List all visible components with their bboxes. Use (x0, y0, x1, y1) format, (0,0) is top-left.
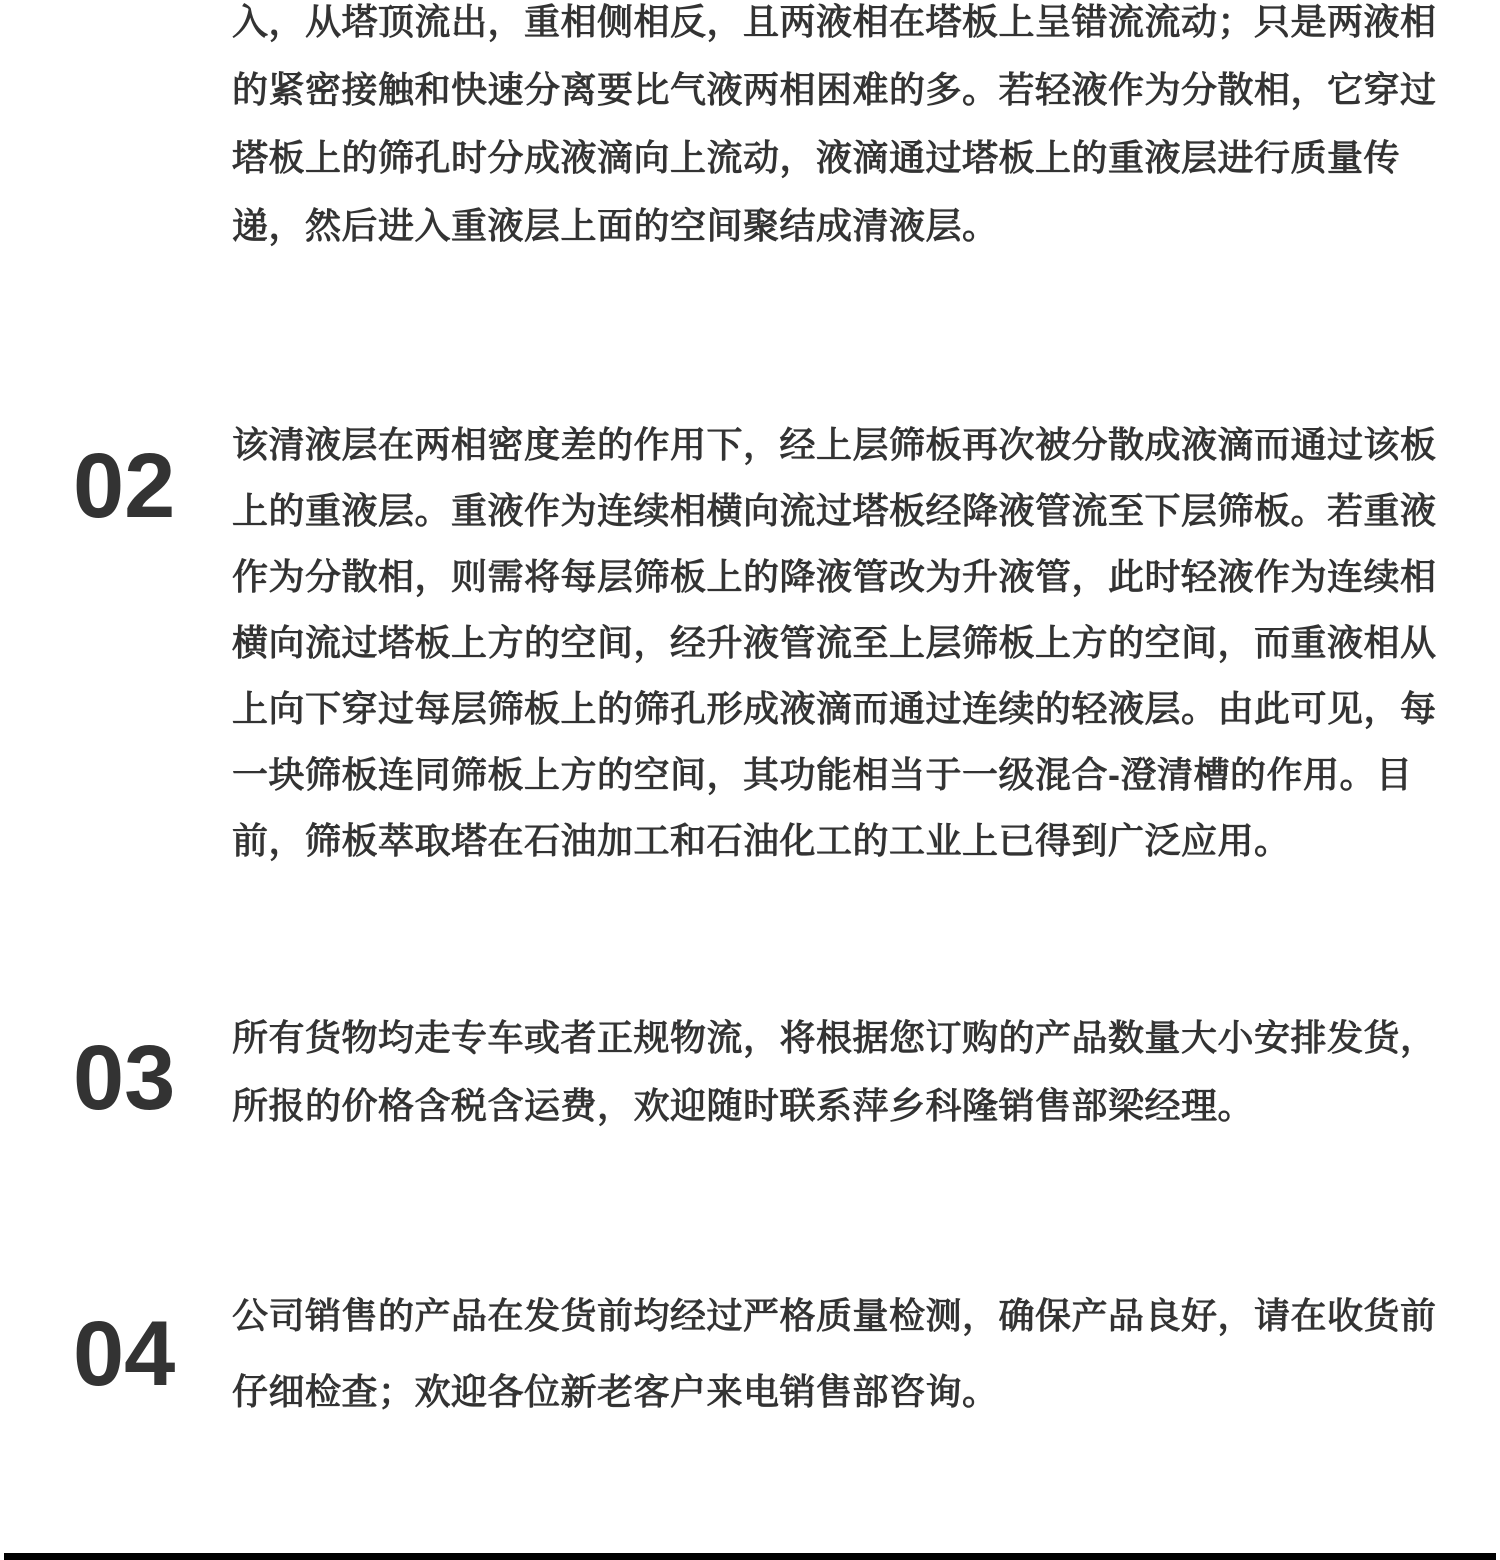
section-number: 04 (73, 1303, 176, 1405)
section-number: 02 (73, 435, 176, 537)
section-04 (0, 1278, 1500, 1430)
section-02 (0, 412, 1500, 874)
section-01-continuation (0, 0, 1500, 260)
section-03 (0, 1004, 1500, 1140)
section-number-column (0, 1278, 232, 1405)
bottom-divider (4, 1553, 1496, 1560)
section-paragraph: 所有货物均走专车或者正规物流，将根据您订购的产品数量大小安排发货，所报的价格含税含运费，欢迎随时联系萍乡科隆销售部梁经理。 (232, 1017, 1437, 1126)
section-paragraph: 公司销售的产品在发货前均经过严格质量检测，确保产品良好，请在收货前仔细检查；欢迎各位新老客户来电销售部咨询。 (232, 1295, 1437, 1412)
section-paragraph: 入，从塔顶流出，重相侧相反，且两液相在塔板上呈错流流动；只是两液相的紧密接触和快速分离要比气液两相困难的多。若轻液作为分散相，它穿过塔板上的筛孔时分成液滴向上流动，液滴通过塔板上的重液层进行质量传递，然后进入重液层上面的空间聚结成清液层。 (232, 1, 1437, 246)
section-paragraph: 该清液层在两相密度差的作用下，经上层筛板再次被分散成液滴而通过该板上的重液层。重液作为连续相横向流过塔板经降液管流至下层筛板。若重液作为分散相，则需将每层筛板上的降液管改为升液管，此时轻液作为连续相横向流过塔板上方的空间，经升液管流至上层筛板上方的空间，而重液相从上向下穿过每层筛板上的筛孔形成液滴而通过连续的轻液层。由此可见，每一块筛板连同筛板上方的空间，其功能相当于一级混合-澄清槽的作用。目前，筛板萃取塔在石油加工和石油化工的工业上已得到广泛应用。 (232, 424, 1437, 861)
section-number-column (0, 1004, 232, 1129)
section-number: 03 (73, 1027, 176, 1129)
section-number-column (0, 412, 232, 537)
